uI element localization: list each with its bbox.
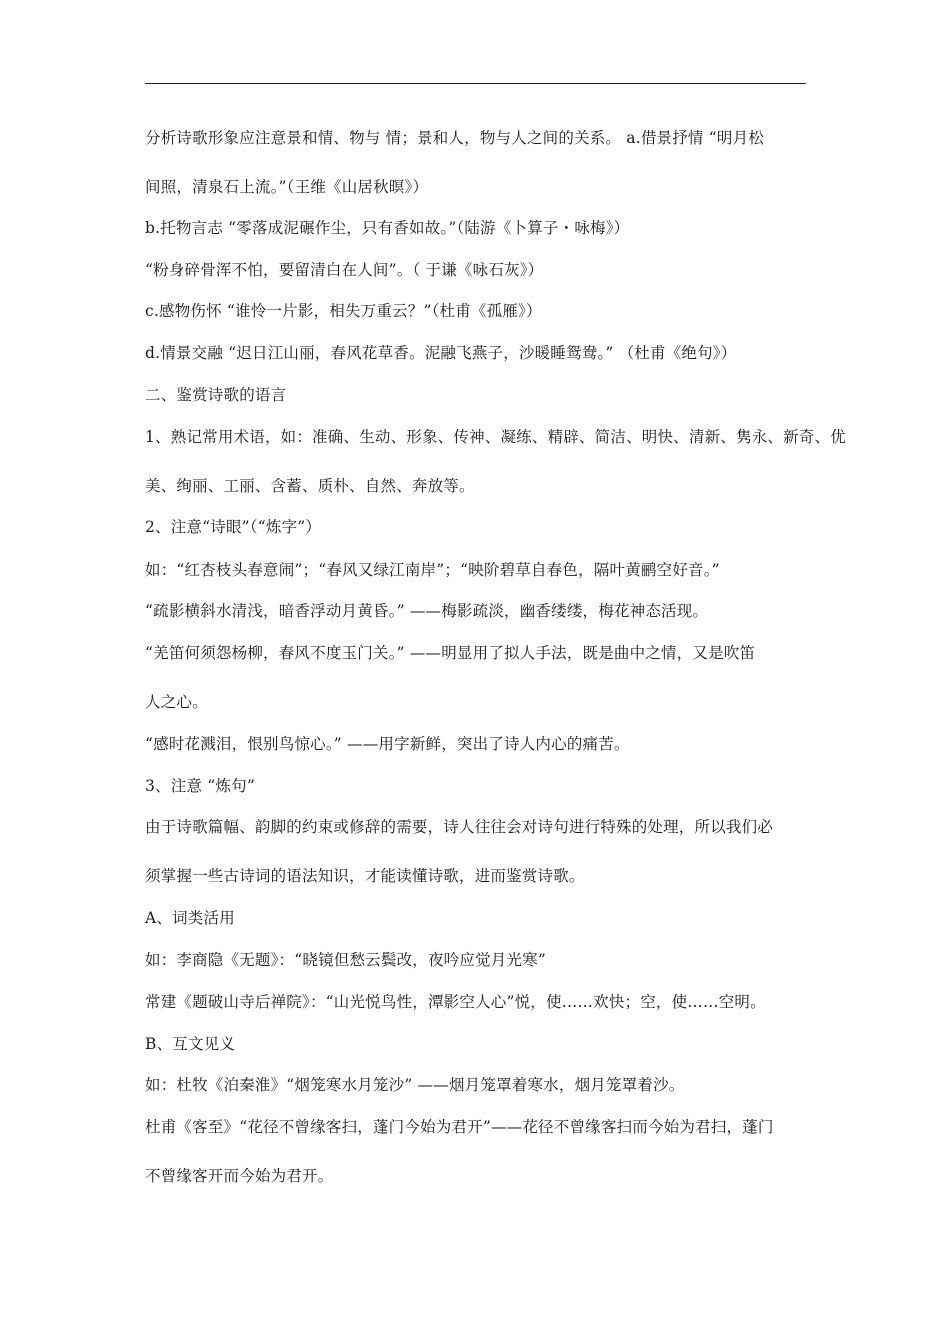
text-line: d.情景交融 “迟日江山丽，春风花草香。泥融飞燕子，沙暖睡鸳鸯。” （杜甫《绝句》） [145, 344, 737, 362]
text-line: 间照，清泉石上流。”（王维《山居秋暝》） [145, 178, 429, 196]
text-line: 分析诗歌形象应注意景和情、物与 情；景和人，物与人之间的关系。 a.借景抒情 “明月松 [145, 129, 764, 147]
text-line: 美、绚丽、工丽、含蓄、质朴、自然、奔放等。 [145, 477, 475, 495]
text-line: 不曾缘客开而今始为君开。 [145, 1167, 334, 1185]
section-heading: 二、鉴赏诗歌的语言 [145, 386, 287, 404]
text-line: 如：杜牧《泊秦淮》“烟笼寒水月笼沙” ——烟月笼罩着寒水，烟月笼罩着沙。 [145, 1076, 685, 1094]
header-rule [145, 83, 806, 84]
text-line: “粉身碎骨浑不怕，要留清白在人间”。（ 于谦《咏石灰》） [145, 261, 544, 279]
text-line: “疏影横斜水清浅，暗香浮动月黄昏。” ——梅影疏淡，幽香缕缕，梅花神态活现。 [145, 602, 709, 620]
text-line: 杜甫《客至》“花径不曾缘客扫，蓬门今始为君开”——花径不曾缘客扫而今始为君扫，蓬门 [145, 1118, 774, 1136]
text-line: 须掌握一些古诗词的语法知识，才能读懂诗歌，进而鉴赏诗歌。 [145, 867, 585, 885]
text-line: c.感物伤怀 “谁怜一片影，相失万重云？”（杜甫《孤雁》） [145, 302, 542, 320]
text-line: 3、注意 “炼句” [145, 777, 255, 795]
text-line: A、词类活用 [145, 909, 235, 927]
text-line: 常建《题破山寺后禅院》：“山光悦鸟性，潭影空人心”悦，使……欢快；空，使……空明。 [145, 993, 766, 1011]
text-line: “感时花溅泪，恨别鸟惊心。” ——用字新鲜，突出了诗人内心的痛苦。 [145, 735, 630, 753]
text-line: 如：李商隐《无题》：“晓镜但愁云鬓改，夜吟应觉月光寒” [145, 951, 546, 969]
text-line: 2、注意“诗眼”（“炼字”） [145, 518, 322, 536]
text-line: 如：“红杏枝头春意闹”；“春风又绿江南岸”；“映阶碧草自春色，隔叶黄鹂空好音。” [145, 561, 720, 579]
text-line: 由于诗歌篇幅、韵脚的约束或修辞的需要，诗人往往会对诗句进行特殊的处理，所以我们必 [145, 818, 774, 836]
text-line: b.托物言志 “零落成泥碾作尘，只有香如故。”（陆游《卜算子・咏梅》） [145, 219, 630, 237]
text-line: 1、熟记常用术语，如：准确、生动、形象、传神、凝练、精辟、简洁、明快、清新、隽永、新奇、优 [145, 428, 846, 446]
text-line: “羌笛何须怨杨柳，春风不度玉门关。” ——明显用了拟人手法，既是曲中之情，又是吹笛 [145, 644, 756, 662]
text-line: B、互文见义 [145, 1035, 236, 1053]
text-line: 人之心。 [145, 693, 208, 711]
